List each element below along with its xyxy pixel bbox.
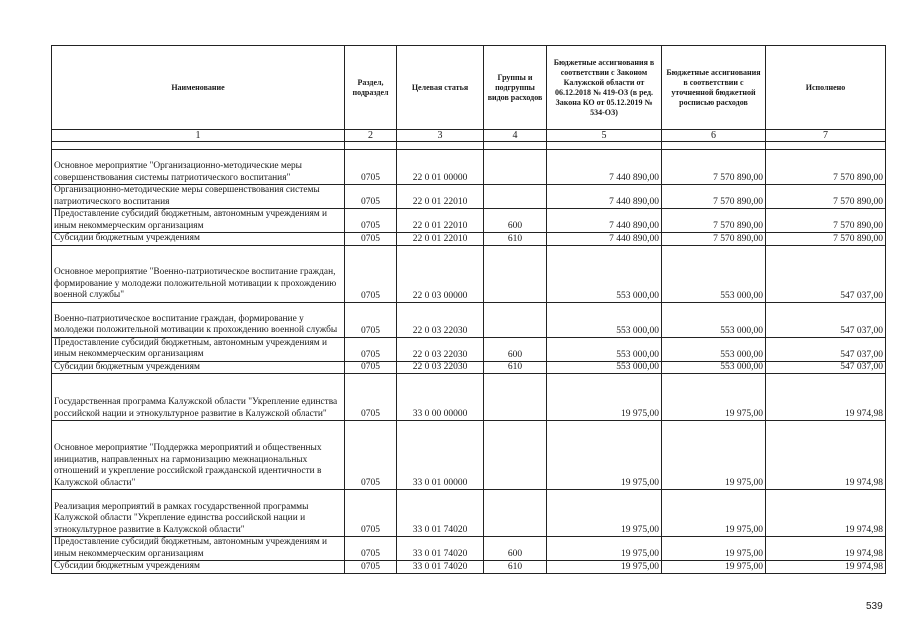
table-row [52,185,886,209]
row-name: Предоставление субсидий бюджетным, автономным учреждениям и иным некоммерческим организациям [52,337,345,361]
column-number-row [52,130,886,142]
column-number: 3 [397,130,484,142]
row-law-allocation: 553 000,00 [547,337,662,361]
spacer-row [52,142,886,150]
row-law-allocation: 7 440 890,00 [547,150,662,185]
row-schedule-allocation: 19 975,00 [662,374,766,421]
row-schedule-allocation: 19 975,00 [662,537,766,561]
row-target-article: 22 0 01 22010 [397,233,484,246]
row-target-article: 22 0 03 22030 [397,361,484,374]
row-schedule-allocation: 7 570 890,00 [662,209,766,233]
row-name: Основное мероприятие "Организационно-методические меры совершенствования системы патриотического воспитания" [52,150,345,185]
row-schedule-allocation: 7 570 890,00 [662,150,766,185]
row-section: 0705 [345,245,397,302]
row-name: Основное мероприятие "Поддержка мероприятий и общественных инициатив, направленных на гармонизацию межнациональных отношений и укрепление российской гражданской идентичности в Калужской области" [52,421,345,490]
header-law-allocations: Бюджетные ассигнования в соответствии с Законом Калужской области от 06.12.2018 № 419-ОЗ (в ред. Закона КО от 05.12.2019 № 534-ОЗ) [547,46,662,130]
row-law-allocation: 7 440 890,00 [547,233,662,246]
row-expense-group: 610 [484,561,547,574]
row-section: 0705 [345,185,397,209]
row-law-allocation: 7 440 890,00 [547,209,662,233]
header-row [52,46,886,130]
row-target-article: 22 0 03 22030 [397,337,484,361]
header-name: Наименование [52,46,345,130]
header-expense-groups: Группы и подгруппы видов расходов [484,46,547,130]
row-executed: 547 037,00 [766,245,886,302]
row-name: Предоставление субсидий бюджетным, автономным учреждениям и иным некоммерческим организациям [52,209,345,233]
row-section: 0705 [345,490,397,537]
row-section: 0705 [345,537,397,561]
row-expense-group [484,150,547,185]
table-row [52,361,886,374]
row-section: 0705 [345,209,397,233]
row-executed: 547 037,00 [766,302,886,337]
row-law-allocation: 553 000,00 [547,245,662,302]
row-target-article: 22 0 01 00000 [397,150,484,185]
row-law-allocation: 19 975,00 [547,421,662,490]
header-section: Раздел, подраздел [345,46,397,130]
row-executed: 7 570 890,00 [766,209,886,233]
row-schedule-allocation: 553 000,00 [662,337,766,361]
row-name: Предоставление субсидий бюджетным, автономным учреждениям и иным некоммерческим организациям [52,537,345,561]
table-row [52,302,886,337]
row-law-allocation: 553 000,00 [547,361,662,374]
row-law-allocation: 19 975,00 [547,490,662,537]
row-expense-group: 610 [484,361,547,374]
row-target-article: 33 0 01 74020 [397,537,484,561]
table-body [52,150,886,574]
row-expense-group [484,185,547,209]
header-executed: Исполнено [766,46,886,130]
row-name: Организационно-методические меры совершенствования системы патриотического воспитания [52,185,345,209]
row-section: 0705 [345,421,397,490]
row-expense-group [484,374,547,421]
table-row [52,245,886,302]
table-row [52,374,886,421]
column-number: 2 [345,130,397,142]
row-section: 0705 [345,561,397,574]
row-executed: 547 037,00 [766,361,886,374]
table-row [52,150,886,185]
row-name: Государственная программа Калужской области "Укрепление единства российской нации и этнокультурное развитие в Калужской области" [52,374,345,421]
table-row [52,209,886,233]
column-number: 4 [484,130,547,142]
row-executed: 7 570 890,00 [766,185,886,209]
row-schedule-allocation: 19 975,00 [662,421,766,490]
row-name: Военно-патриотическое воспитание граждан, формирование у молодежи положительной мотивации к прохождению военной службы [52,302,345,337]
row-executed: 547 037,00 [766,337,886,361]
row-law-allocation: 19 975,00 [547,374,662,421]
budget-table [51,45,886,574]
row-schedule-allocation: 19 975,00 [662,490,766,537]
row-name: Субсидии бюджетным учреждениям [52,233,345,246]
column-number: 5 [547,130,662,142]
row-expense-group: 600 [484,337,547,361]
row-expense-group [484,302,547,337]
row-law-allocation: 7 440 890,00 [547,185,662,209]
row-target-article: 33 0 01 00000 [397,421,484,490]
page-number: 539 [866,601,883,612]
row-expense-group: 600 [484,537,547,561]
row-law-allocation: 553 000,00 [547,302,662,337]
table-row [52,421,886,490]
row-schedule-allocation: 7 570 890,00 [662,185,766,209]
table-row [52,490,886,537]
row-expense-group [484,421,547,490]
row-executed: 19 974,98 [766,537,886,561]
column-number: 7 [766,130,886,142]
row-expense-group: 610 [484,233,547,246]
row-name: Основное мероприятие "Военно-патриотическое воспитание граждан, формирование у молодежи положительной мотивации к прохождению военной службы" [52,245,345,302]
row-target-article: 33 0 00 00000 [397,374,484,421]
row-target-article: 22 0 03 22030 [397,302,484,337]
row-expense-group [484,490,547,537]
row-target-article: 22 0 01 22010 [397,209,484,233]
header-schedule-allocations: Бюджетные ассигнования в соответствии с уточненной бюджетной росписью расходов [662,46,766,130]
row-target-article: 33 0 01 74020 [397,561,484,574]
row-schedule-allocation: 553 000,00 [662,245,766,302]
row-section: 0705 [345,150,397,185]
row-law-allocation: 19 975,00 [547,537,662,561]
row-executed: 19 974,98 [766,561,886,574]
row-schedule-allocation: 19 975,00 [662,561,766,574]
table-row [52,537,886,561]
table-row [52,561,886,574]
row-section: 0705 [345,337,397,361]
column-number: 1 [52,130,345,142]
row-section: 0705 [345,302,397,337]
row-name: Реализация мероприятий в рамках государственной программы Калужской области "Укрепление единства российской нации и этнокультурное развитие в Калужской области" [52,490,345,537]
row-target-article: 22 0 01 22010 [397,185,484,209]
row-executed: 19 974,98 [766,490,886,537]
row-schedule-allocation: 553 000,00 [662,302,766,337]
row-law-allocation: 19 975,00 [547,561,662,574]
table-row [52,233,886,246]
row-executed: 19 974,98 [766,374,886,421]
row-executed: 7 570 890,00 [766,150,886,185]
row-section: 0705 [345,233,397,246]
header-target-article: Целевая статья [397,46,484,130]
row-expense-group: 600 [484,209,547,233]
row-schedule-allocation: 553 000,00 [662,361,766,374]
row-target-article: 33 0 01 74020 [397,490,484,537]
column-number: 6 [662,130,766,142]
table-row [52,337,886,361]
row-target-article: 22 0 03 00000 [397,245,484,302]
row-section: 0705 [345,361,397,374]
row-section: 0705 [345,374,397,421]
row-schedule-allocation: 7 570 890,00 [662,233,766,246]
row-name: Субсидии бюджетным учреждениям [52,561,345,574]
row-executed: 19 974,98 [766,421,886,490]
row-expense-group [484,245,547,302]
row-executed: 7 570 890,00 [766,233,886,246]
row-name: Субсидии бюджетным учреждениям [52,361,345,374]
